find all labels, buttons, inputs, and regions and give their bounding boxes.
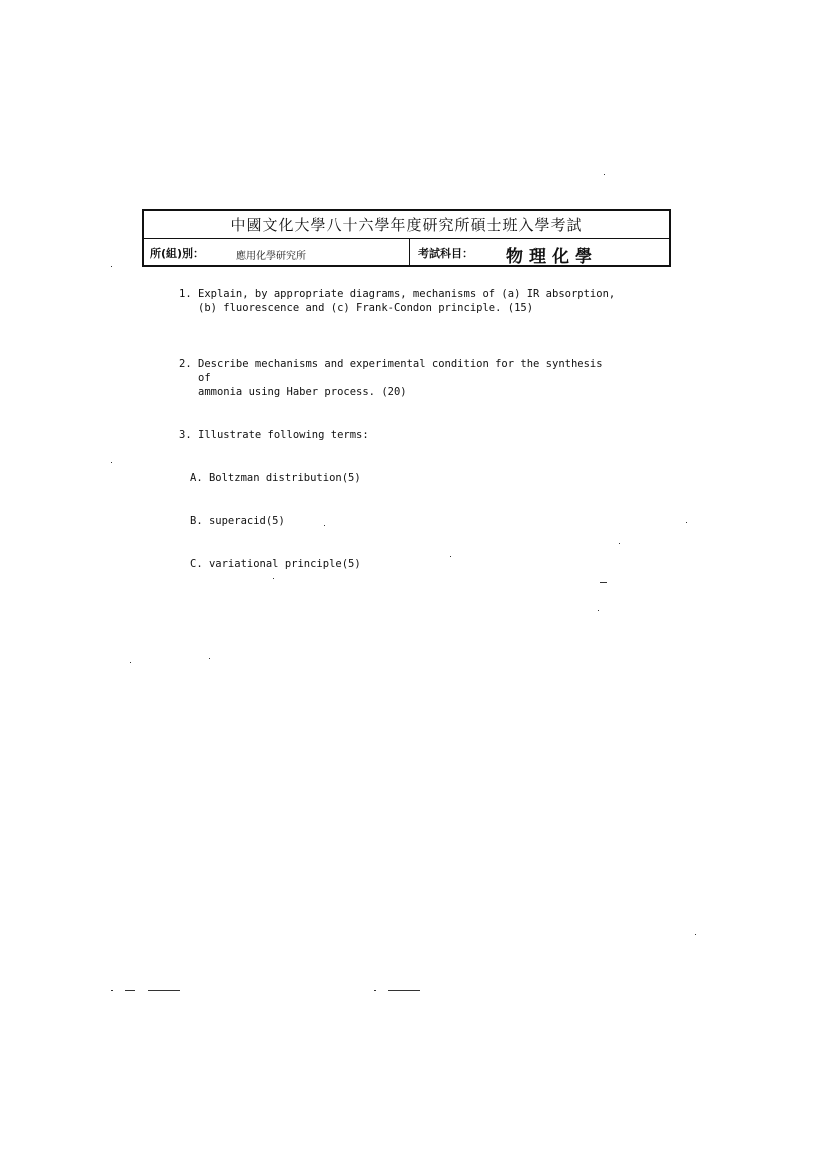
subject-value: 物理化學 [506, 247, 598, 267]
sub-item-c: C. variational principle(5) [190, 558, 361, 570]
scan-speck [111, 266, 112, 267]
department-value: 應用化學研究所 [236, 251, 306, 262]
scan-speck [619, 543, 620, 544]
scan-speck [148, 990, 180, 991]
question-text: Explain, by appropriate diagrams, mechanisms of (a) IR absorption, (b) fluorescence and (c) Frank-Condon principle. (15) [198, 288, 616, 314]
scan-speck [450, 556, 451, 557]
scan-speck [130, 662, 131, 663]
question-text: Describe mechanisms and experimental condition for the synthesis of ammonia using Haber process. (20) [198, 358, 603, 398]
scan-speck [374, 990, 376, 991]
scan-speck [209, 658, 210, 659]
scan-speck [324, 525, 325, 526]
exam-title: 中國文化大學八十六學年度研究所碩士班入學考試 [144, 211, 669, 239]
scan-speck [598, 610, 599, 611]
subject-label: 考試科目： [418, 247, 473, 260]
question-number: 2. [179, 358, 192, 370]
exam-header [142, 209, 671, 267]
scan-speck [111, 462, 112, 463]
subject-cell [410, 239, 671, 267]
scan-speck [273, 578, 274, 579]
department-label: 所(組)別： [150, 247, 205, 260]
scan-speck [125, 990, 135, 991]
scan-speck [111, 990, 113, 991]
department-cell [144, 239, 410, 267]
header-info-row [144, 239, 669, 267]
scan-speck [388, 990, 420, 991]
scan-speck [600, 582, 607, 583]
sub-item-b: B. superacid(5) [190, 515, 285, 527]
scan-speck [604, 174, 605, 175]
question-number: 1. [179, 288, 192, 300]
sub-item-a: A. Boltzman distribution(5) [190, 472, 361, 484]
scan-speck [686, 522, 687, 523]
question-text: Illustrate following terms: [198, 429, 369, 441]
question-number: 3. [179, 429, 192, 441]
scan-speck [695, 934, 696, 935]
